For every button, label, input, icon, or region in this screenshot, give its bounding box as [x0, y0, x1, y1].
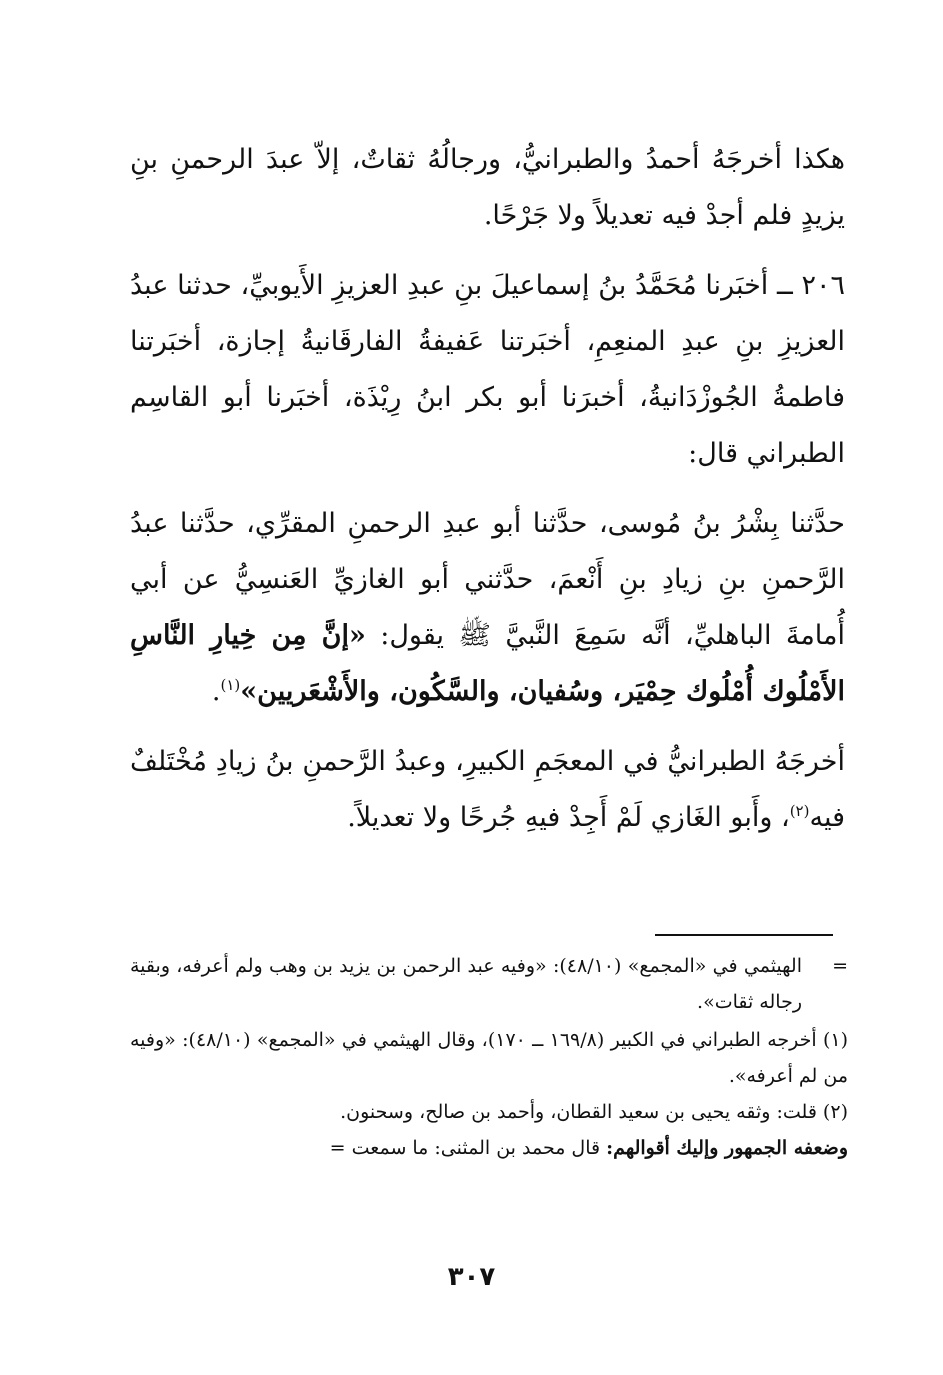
page-number: ٣٠٧ — [447, 1262, 496, 1292]
paragraph-hadith — [130, 496, 845, 720]
hadith-chain: حدَّثنا بِشْرُ بنُ مُوسى، حدَّثنا أبو عبدِ الرحمنِ المقرِّي، حدَّثنا عبدُ الرَّحمنِ بنِ زيادِ بنِ أَنْعمَ، حدَّثني أبو الغازيِّ العَنسِيُّ عن أبي أُمامةَ الباهليِّ، أنَّه سَمِعَ النَّبيَّ ﷺ يقول: — [130, 508, 845, 651]
paragraph-takhrij — [130, 734, 845, 846]
footnote-2-rest: قال محمد بن المثنى: ما سمعت = — [329, 1137, 601, 1159]
footnote-1: (١) أخرجه الطبراني في الكبير (١٦٩/٨ ــ ١٧٠)، وقال الهيثمي في «المجمع» (٤٨/١٠): «وفيه من لم أعرفه». — [130, 1029, 849, 1087]
footnote-2-bold: وضعفه الجمهور وإليك أقوالهم: — [606, 1137, 848, 1159]
footnote-2-continued — [130, 1130, 848, 1166]
continuation-text: الهيثمي في «المجمع» (٤٨/١٠): «وفيه عبد الرحمن بن يزيد بن وهب ولم أعرفه، وبقية رجاله ثقات». — [130, 955, 802, 1013]
footnote-continuation — [130, 948, 848, 1020]
footnote-2: (٢) قلت: وثقه يحيى بن سعيد القطان، وأحمد بن صالح، وسحنون. — [340, 1101, 848, 1123]
paragraph-1: هكذا أخرجَهُ أحمدُ والطبرانيُّ، ورجالُهُ ثقاتٌ، إلاّ عبدَ الرحمنِ بنِ يزيدٍ فلم أجدْ فيه تعديلاً ولا جَرْحًا. — [130, 144, 846, 231]
footnotes — [130, 948, 848, 1166]
hadith-tail: . — [211, 676, 221, 707]
takhrij-text-a: أخرجَهُ الطبرانيُّ في المعجَمِ الكبيرِ، وعبدُ الرَّحمنِ بنُ زيادِ مُخْتَلفٌ فيه — [130, 746, 845, 833]
footnote-ref-1: (١) — [220, 676, 241, 694]
footnote-ref-2: (٢) — [789, 802, 810, 820]
footnote-separator — [655, 934, 833, 936]
paragraph-206-isnad: ٢٠٦ ــ أخبَرنا مُحَمَّدُ بنُ إسماعيلَ بنِ عبدِ العزيزِ الأَيوبيِّ، حدثنا عبدُ العزيزِ بنِ عبدِ المنعِمِ، أخبَرتنا عَفيفةُ الفارقَانيةُ إجازة، أخبَرتنا فاطمةُ الجُوزْدَانيةُ، أخبرَنا أبو بكر ابنُ رِيْذَة، أخبَرنا أبو القاسِم الطبراني قال: — [130, 270, 845, 469]
takhrij-text-b: ، وأَبو الغَازي لَمْ أَجِدْ فيهِ جُرحًا ولا تعديلاً. — [347, 802, 790, 833]
continuation-mark: = — [832, 955, 848, 977]
hadith-text: «إنَّ مِن خِيارِ النَّاسِ الأَمْلُوك أُمْلُوك حِمْيَر، وسُفيان، والسَّكُون، والأَشْعَريين» — [130, 620, 845, 707]
main-text — [130, 132, 845, 846]
